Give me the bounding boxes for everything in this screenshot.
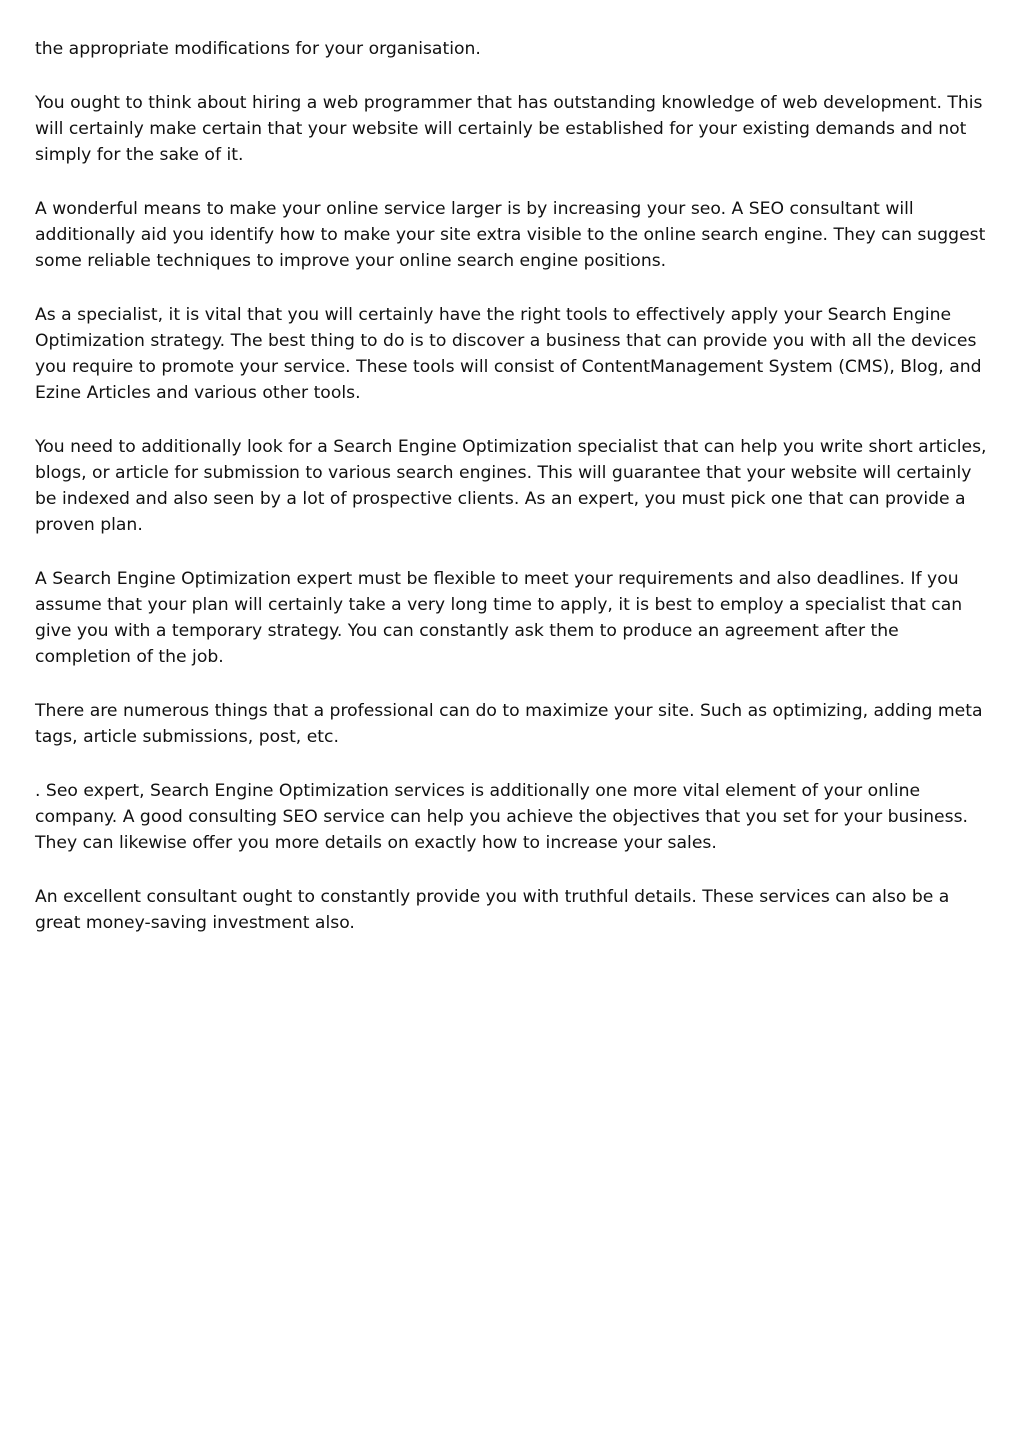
paragraph-7: There are numerous things that a professional can do to maximize your site. Such as optimizing, adding meta tags, article submissions, post, etc. (35, 701, 983, 747)
paragraph-3: A wonderful means to make your online service larger is by increasing your seo. A SEO consultant will additionally aid you identify how to make your site extra visible to the online search engine. They can suggest some reliable techniques to improve your online search engine positions. (35, 199, 986, 271)
paragraph-4: As a specialist, it is vital that you will certainly have the right tools to effectively apply your Search Engine Optimization strategy. The best thing to do is to discover a business that can provide you with all the devices you require to promote your service. These tools will consist of ContentManagement System (CMS), Blog, and Ezine Articles and various other tools. (35, 305, 982, 403)
paragraph-1: the appropriate modifications for your organisation. (35, 39, 481, 59)
document-body (35, 36, 993, 964)
paragraph-2: You ought to think about hiring a web programmer that has outstanding knowledge of web development. This will certainly make certain that your website will certainly be established for your existing demands and not simply for the sake of it. (35, 93, 983, 165)
paragraph-8: . Seo expert, Search Engine Optimization services is additionally one more vital element of your online company. A good consulting SEO service can help you achieve the objectives that you set for your business. They can likewise offer you more details on exactly how to increase your sales. (35, 781, 969, 853)
paragraph-6: A Search Engine Optimization expert must be flexible to meet your requirements and also deadlines. If you assume that your plan will certainly take a very long time to apply, it is best to employ a specialist that can give you with a temporary strategy. You can constantly ask them to produce an agreement after the completion of the job. (35, 569, 963, 667)
paragraph-5: You need to additionally look for a Search Engine Optimization specialist that can help you write short articles, blogs, or article for submission to various search engines. This will guarantee that your website will certainly be indexed and also seen by a lot of prospective clients. As an expert, you must pick one that can provide a proven plan. (35, 437, 987, 535)
paragraph-9: An excellent consultant ought to constantly provide you with truthful details. These services can also be a great money-saving investment also. (35, 887, 950, 933)
